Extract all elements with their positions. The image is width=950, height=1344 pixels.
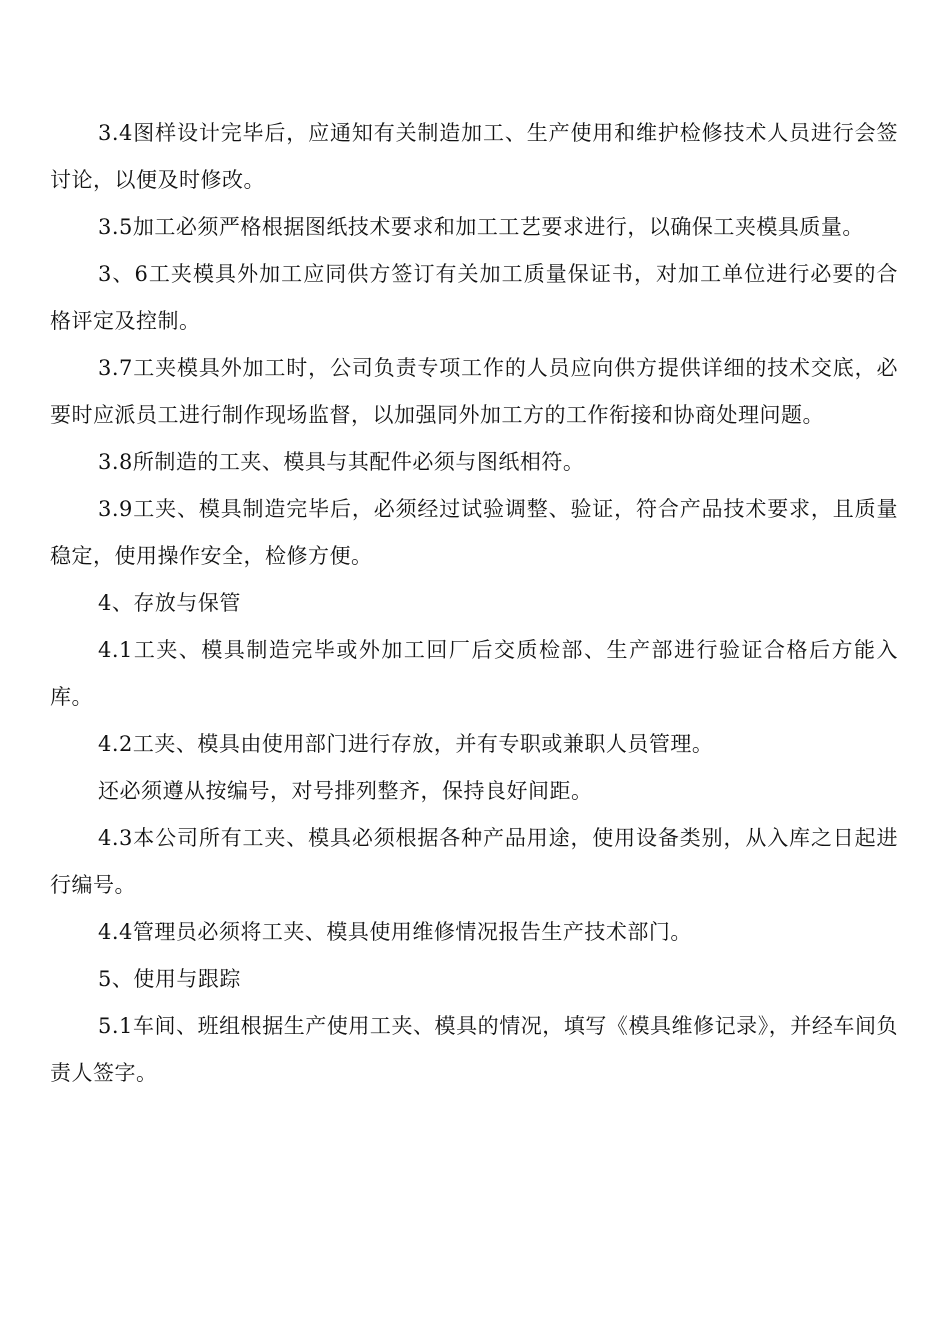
- paragraph-3-9: 3.9工夹、模具制造完毕后，必须经过试验调整、验证，符合产品技术要求，且质量稳定，使用操作安全，检修方便。: [50, 497, 898, 568]
- paragraph-4-1: 4.1工夹、模具制造完毕或外加工回厂后交质检部、生产部进行验证合格后方能入库。: [50, 638, 898, 709]
- paragraph-3-6: 3、6工夹模具外加工应同供方签订有关加工质量保证书，对加工单位进行必要的合格评定及控制。: [50, 262, 898, 333]
- paragraph-3-4: 3.4图样设计完毕后，应通知有关制造加工、生产使用和维护检修技术人员进行会签讨论，以便及时修改。: [50, 121, 898, 192]
- paragraph-3-8: 3.8所制造的工夹、模具与其配件必须与图纸相符。: [98, 450, 585, 474]
- section-heading-storage: 4、存放与保管: [98, 591, 241, 615]
- paragraph-5-1: 5.1车间、班组根据生产使用工夹、模具的情况，填写《模具维修记录》，并经车间负责人签字。: [50, 1014, 898, 1085]
- paragraph-4-2: 4.2工夹、模具由使用部门进行存放，并有专职或兼职人员管理。: [98, 732, 714, 756]
- paragraph-3-7: 3.7工夹模具外加工时，公司负责专项工作的人员应向供方提供详细的技术交底，必要时应派员工进行制作现场监督，以加强同外加工方的工作衔接和协商处理问题。: [50, 356, 898, 427]
- paragraph-4-4: 4.4管理员必须将工夹、模具使用维修情况报告生产技术部门。: [98, 920, 692, 944]
- document-page: [50, 110, 898, 1097]
- paragraph-4-3: 4.3本公司所有工夹、模具必须根据各种产品用途，使用设备类别，从入库之日起进行编号。: [50, 826, 898, 897]
- paragraph-3-5: 3.5加工必须严格根据图纸技术要求和加工工艺要求进行，以确保工夹模具质量。: [98, 215, 864, 239]
- paragraph-4-2-continued: 还必须遵从按编号，对号排列整齐，保持良好间距。: [98, 779, 593, 803]
- section-heading-usage: 5、使用与跟踪: [98, 967, 241, 991]
